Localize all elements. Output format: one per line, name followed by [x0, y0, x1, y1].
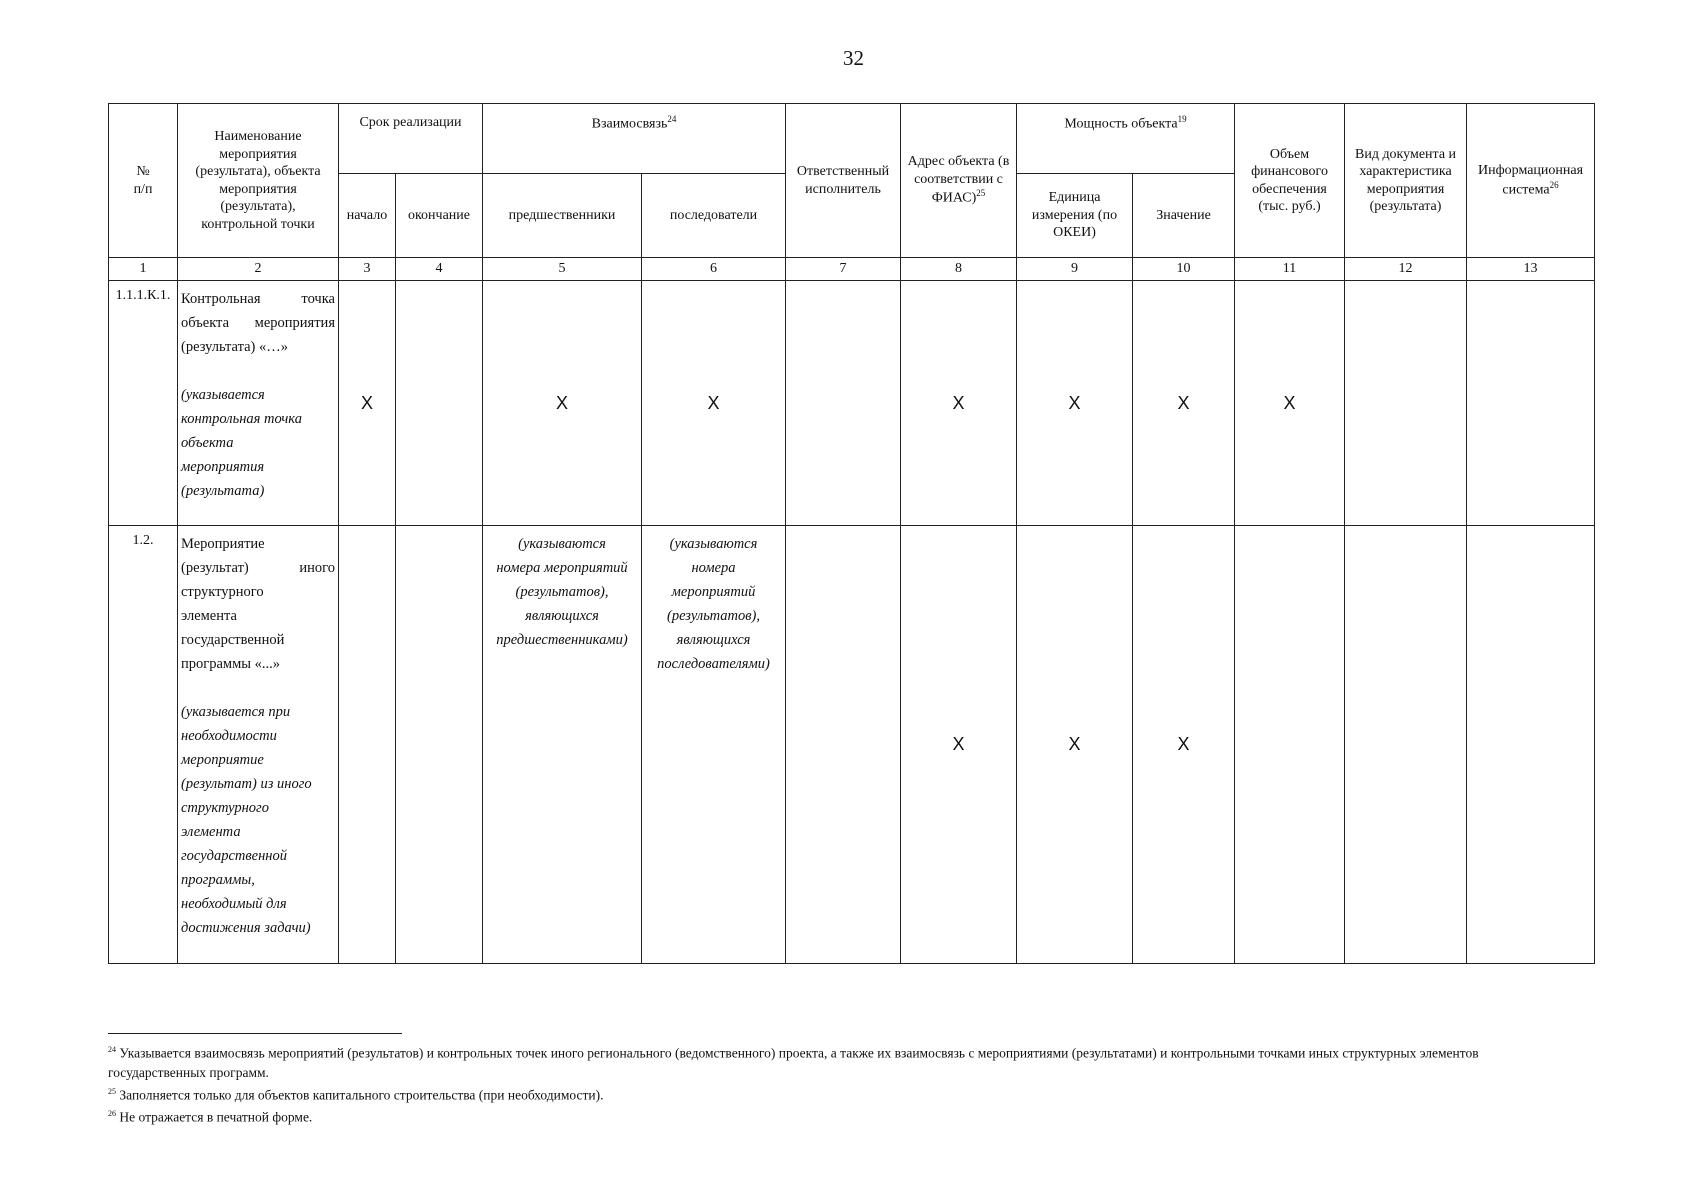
cell-responsible: [786, 281, 901, 526]
header-term-end: окончание: [396, 174, 483, 258]
footnote-ref-26: 26: [1549, 179, 1559, 190]
footnote-24: [108, 1040, 1578, 1082]
footnote-ref-24: 24: [667, 114, 677, 124]
row-number: 1.1.1.К.1.: [109, 281, 178, 526]
column-number: 11: [1235, 258, 1345, 281]
header-doc-type: Вид документа и характеристика мероприятия (результата): [1345, 104, 1467, 258]
successors-line: (указываются: [669, 536, 758, 552]
footnotes: [108, 1040, 1578, 1127]
footnote-separator: [108, 1033, 402, 1034]
row-note-line: элемента: [181, 824, 241, 840]
header-info-system-label: Информационная система: [1477, 163, 1584, 198]
header-row-1: [109, 104, 1595, 174]
header-info-system: [1467, 104, 1595, 258]
cell-doc-type: [1345, 526, 1467, 964]
cell-info-system: [1467, 281, 1595, 526]
plan-table-container: [108, 103, 1595, 964]
cell-doc-type: [1345, 281, 1467, 526]
row-note-line: (указывается: [181, 387, 265, 403]
column-number: 13: [1467, 258, 1595, 281]
row-note-line: мероприятия: [181, 459, 265, 475]
successors-line: (результатов),: [666, 608, 761, 624]
row-note-line: государственной: [181, 848, 287, 864]
row-name-line: структурного: [181, 584, 264, 600]
column-number-row: [109, 258, 1595, 281]
column-number: 12: [1345, 258, 1467, 281]
header-finance: Объем финансового обеспечения (тыс. руб.): [1235, 104, 1345, 258]
column-number: 1: [109, 258, 178, 281]
header-term: Срок реализации: [339, 104, 483, 174]
row-name-line: объекта мероприятия: [181, 315, 335, 331]
cell-start: X: [339, 281, 396, 526]
header-address: [901, 104, 1017, 258]
row-note-line: необходимости: [181, 728, 277, 744]
cell-address: X: [901, 526, 1017, 964]
row-note-line: достижения задачи): [181, 920, 311, 936]
row-name-line: элемента: [181, 608, 237, 624]
row-note-line: (результата): [181, 483, 265, 499]
header-responsible: Ответственный исполнитель: [786, 104, 901, 258]
predecessors-line: предшественниками): [496, 632, 628, 648]
header-name: Наименование мероприятия (результата), объекта мероприятия (результата), контрольной точки: [178, 104, 339, 258]
cell-unit: X: [1017, 526, 1133, 964]
footnote-mark: 26: [108, 1109, 116, 1118]
header-capacity: [1017, 104, 1235, 174]
header-link: [483, 104, 786, 174]
column-number: 5: [483, 258, 642, 281]
header-link-pred: предшественники: [483, 174, 642, 258]
successors-line: последователями): [657, 656, 770, 672]
row-name: [178, 526, 339, 964]
cell-successors: X: [642, 281, 786, 526]
header-num: № п/п: [109, 104, 178, 258]
predecessors-line: (указываются: [518, 536, 606, 552]
row-number: 1.2.: [109, 526, 178, 964]
column-number: 2: [178, 258, 339, 281]
row-name-line: государственной: [181, 632, 285, 648]
table-row: [109, 281, 1595, 526]
row-note-line: программы,: [181, 872, 255, 888]
column-number: 4: [396, 258, 483, 281]
predecessors-line: (результатов),: [515, 584, 609, 600]
header-capacity-label: Мощность объекта: [1064, 116, 1178, 132]
cell-value: X: [1133, 526, 1235, 964]
column-number: 9: [1017, 258, 1133, 281]
header-link-label: Взаимосвязь: [591, 116, 668, 132]
cell-predecessors: X: [483, 281, 642, 526]
cell-value: X: [1133, 281, 1235, 526]
cell-responsible: [786, 526, 901, 964]
cell-info-system: [1467, 526, 1595, 964]
header-term-start: начало: [339, 174, 396, 258]
page-number: 32: [843, 46, 864, 70]
footnote-text: Заполняется только для объектов капитального строительства (при необходимости).: [119, 1087, 604, 1102]
cell-end: [396, 526, 483, 964]
footnote-text: Указывается взаимосвязь мероприятий (результатов) и контрольных точек иного регионального (ведомственного) проекта, а также их взаимосвязь с мероприятиями (результатами) и контрольными точками иных структурных элементов государственных программ.: [108, 1045, 1479, 1080]
predecessors-line: номера мероприятий: [496, 560, 628, 576]
header-link-succ: последователи: [642, 174, 786, 258]
cell-unit: X: [1017, 281, 1133, 526]
row-note-line: (результат) из иного: [181, 776, 312, 792]
column-number: 10: [1133, 258, 1235, 281]
footnote-ref-25: 25: [976, 188, 986, 199]
row-note-line: объекта: [181, 435, 234, 451]
column-number: 7: [786, 258, 901, 281]
row-note-line: (указывается при: [181, 704, 291, 720]
header-capacity-unit: Единица измерения (по ОКЕИ): [1017, 174, 1133, 258]
footnote-mark: 25: [108, 1086, 116, 1096]
row-name-line: программы «...»: [181, 656, 280, 672]
footnote-text: Не отражается в печатной форме.: [119, 1109, 313, 1125]
row-name-line: (результат) иного: [181, 560, 335, 576]
row-name: [178, 281, 339, 526]
row-name-line: (результата) «…»: [181, 339, 289, 355]
successors-line: мероприятий: [671, 584, 756, 600]
plan-table: [108, 103, 1595, 964]
column-number: 8: [901, 258, 1017, 281]
predecessors-line: являющихся: [525, 608, 599, 624]
footnote-mark: 24: [108, 1045, 116, 1054]
cell-finance: X: [1235, 281, 1345, 526]
table-row: [109, 526, 1595, 964]
row-name-line: Мероприятие: [181, 536, 265, 552]
footnote-26: [108, 1104, 1578, 1127]
cell-address: X: [901, 281, 1017, 526]
cell-predecessors: [483, 526, 642, 964]
cell-successors: [642, 526, 786, 964]
row-note-line: необходимый для: [181, 896, 287, 912]
successors-line: являющихся: [676, 632, 751, 648]
cell-end: [396, 281, 483, 526]
successors-line: номера: [691, 560, 736, 576]
cell-start: [339, 526, 396, 964]
row-note-line: мероприятие: [181, 752, 264, 768]
row-name-line: Контрольная точка: [181, 291, 335, 307]
column-number: 6: [642, 258, 786, 281]
header-capacity-value: Значение: [1133, 174, 1235, 258]
footnote-ref-19: 19: [1177, 114, 1187, 124]
cell-finance: [1235, 526, 1345, 964]
row-note-line: структурного: [181, 800, 269, 816]
column-number: 3: [339, 258, 396, 281]
footnote-25: [108, 1082, 1578, 1105]
row-note-line: контрольная точка: [181, 411, 302, 427]
header-address-label: Адрес объекта (в соответствии с ФИАС): [907, 154, 1010, 207]
